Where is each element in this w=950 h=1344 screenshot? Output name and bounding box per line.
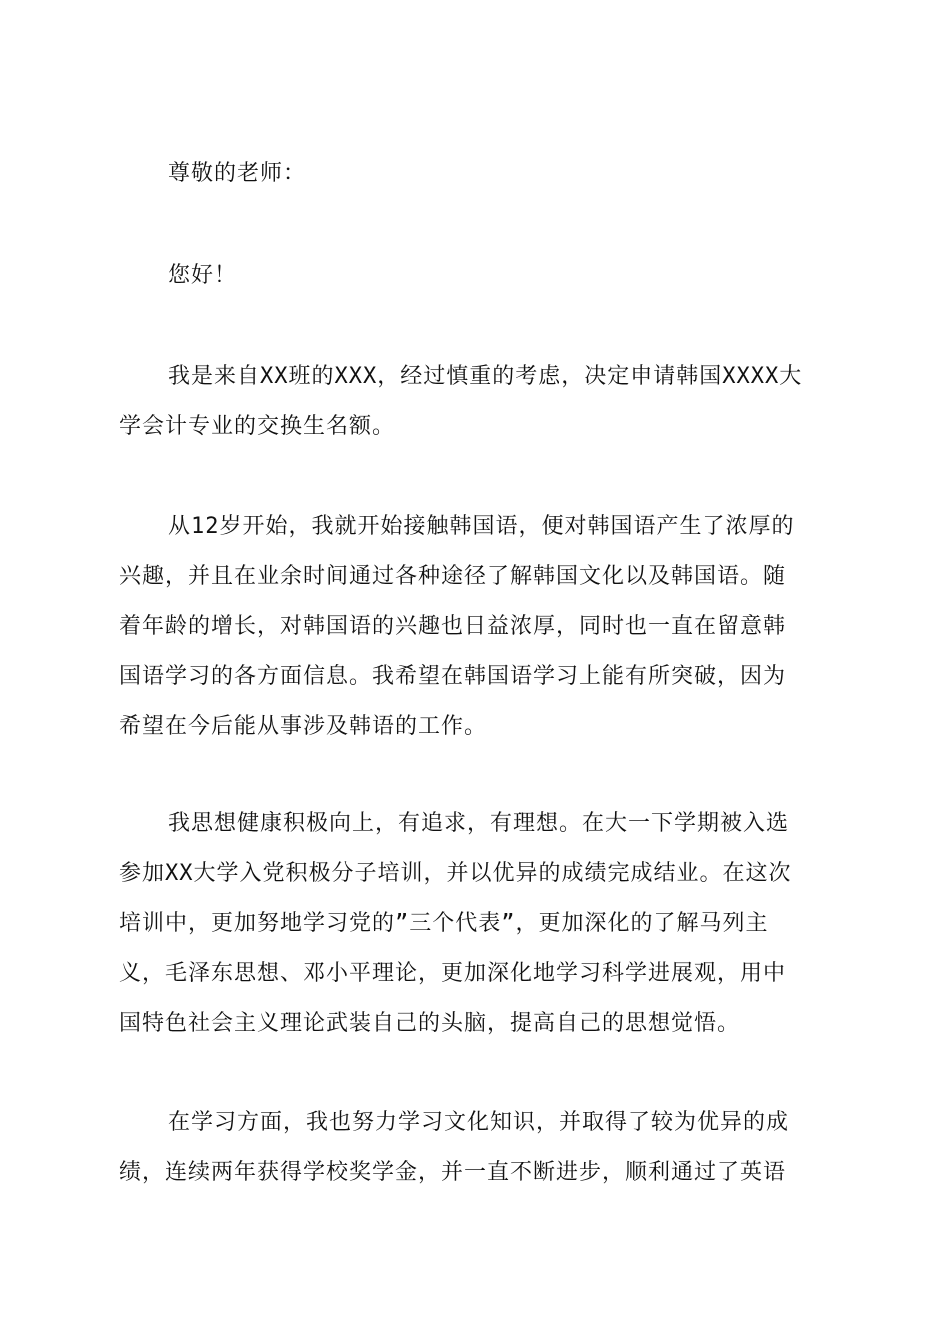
paragraph-line: 从12岁开始，我就开始接触韩国语，便对韩国语产生了浓厚的 xyxy=(168,514,795,539)
paragraph-line: 国特色社会主义理论武装自己的头脑，提高自己的思想觉悟。 xyxy=(119,1011,741,1036)
paragraph-line: 国语学习的各方面信息。我希望在韩国语学习上能有所突破，因为 xyxy=(119,664,787,689)
paragraph-line: 希望在今后能从事涉及韩语的工作。 xyxy=(119,714,488,739)
paragraph-line: 参加XX大学入党积极分子培训，并以优异的成绩完成结业。在这次 xyxy=(119,861,792,886)
paragraph-line: 学会计专业的交换生名额。 xyxy=(119,414,396,439)
paragraph-1 xyxy=(119,352,831,452)
paragraph-line: 绩，连续两年获得学校奖学金，并一直不断进步，顺利通过了英语 xyxy=(119,1160,787,1185)
paragraph-line: 义，毛泽东思想、邓小平理论，更加深化地学习科学进展观，用中 xyxy=(119,961,787,986)
paragraph-line: 培训中，更加努地学习党的”三个代表”，更加深化的了解马列主 xyxy=(119,911,769,936)
paragraph-3 xyxy=(119,799,831,1049)
greeting-text: 您好！ xyxy=(168,263,238,288)
paragraph-line: 我思想健康积极向上，有追求，有理想。在大一下学期被入选 xyxy=(168,811,790,836)
greeting xyxy=(119,251,831,301)
paragraph-4 xyxy=(119,1098,831,1198)
paragraph-line: 着年龄的增长，对韩国语的兴趣也日益浓厚，同时也一直在留意韩 xyxy=(119,614,787,639)
salutation-text: 尊敬的老师： xyxy=(168,161,307,186)
paragraph-line: 在学习方面，我也努力学习文化知识，并取得了较为优异的成 xyxy=(168,1110,790,1135)
paragraph-line: 兴趣，并且在业余时间通过各种途径了解韩国文化以及韩国语。随 xyxy=(119,564,787,589)
paragraph-2 xyxy=(119,502,831,752)
salutation xyxy=(119,149,831,199)
paragraph-line: 我是来自XX班的XXX，经过慎重的考虑，决定申请韩国XXXX大 xyxy=(168,364,803,389)
